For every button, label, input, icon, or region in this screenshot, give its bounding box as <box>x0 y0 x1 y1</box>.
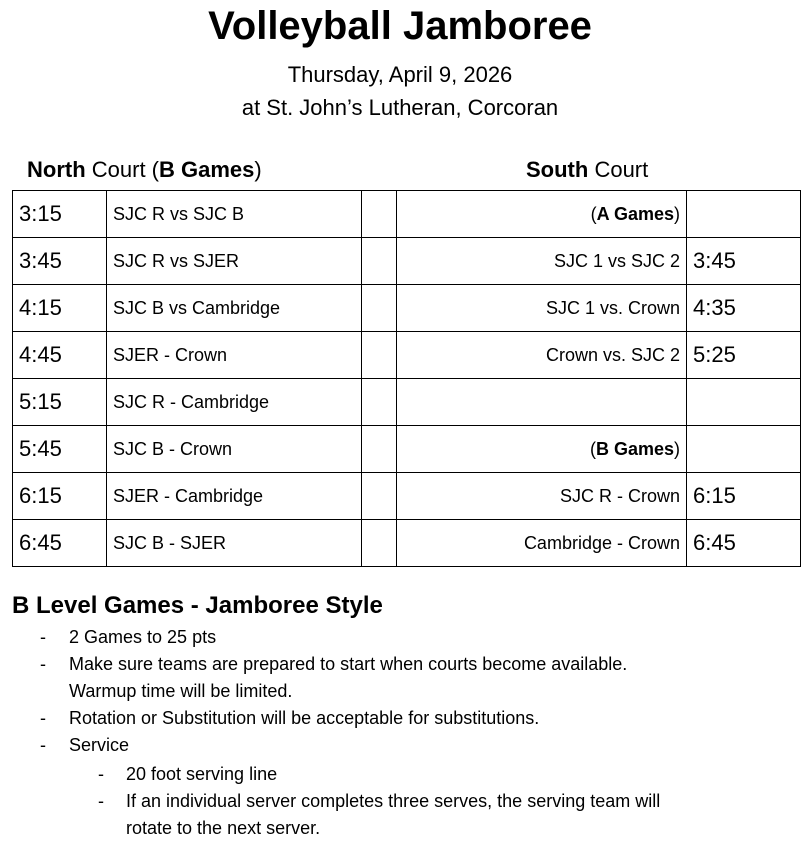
south-label-close: ) <box>674 438 680 459</box>
north-time: 3:45 <box>13 238 107 285</box>
schedule-row <box>13 426 801 473</box>
note-subitem: 20 foot serving line <box>126 764 278 784</box>
schedule-row <box>13 520 801 567</box>
spacer-cell <box>362 238 397 285</box>
south-match: Cambridge - Crown <box>397 520 687 567</box>
bullet-dash: - <box>40 735 46 755</box>
north-time: 5:45 <box>13 426 107 473</box>
north-match: SJC B - SJER <box>107 520 362 567</box>
south-court-name: South <box>526 157 589 182</box>
south-section-label <box>397 191 687 238</box>
spacer-cell <box>362 520 397 567</box>
south-time: 6:45 <box>687 520 801 567</box>
north-match: SJC B - Crown <box>107 426 362 473</box>
south-time: 4:35 <box>687 285 801 332</box>
north-match: SJER - Crown <box>107 332 362 379</box>
schedule-row <box>13 191 801 238</box>
south-court-heading <box>526 157 648 183</box>
south-label-games: B Games <box>595 438 674 459</box>
south-label-open: ( <box>590 203 597 224</box>
north-time: 6:15 <box>13 473 107 520</box>
page-title: Volleyball Jamboree <box>208 4 592 48</box>
north-court-heading <box>27 157 262 183</box>
schedule-row <box>13 473 801 520</box>
note-subitem: If an individual server completes three serves, the serving team will <box>126 791 661 811</box>
north-court-close: ) <box>254 157 262 182</box>
south-match: SJC 1 vs SJC 2 <box>397 238 687 285</box>
schedule-table <box>12 190 801 567</box>
bullet-dash: - <box>40 708 46 728</box>
north-court-label: Court ( <box>85 157 160 182</box>
north-match: SJER - Cambridge <box>107 473 362 520</box>
south-label-open: ( <box>589 438 596 459</box>
schedule-row <box>13 238 801 285</box>
spacer-cell <box>362 285 397 332</box>
note-subitem-continued: rotate to the next server. <box>126 818 321 838</box>
schedule-row <box>13 379 801 426</box>
sub-bullet-dash: - <box>98 764 104 784</box>
north-match: SJC R - Cambridge <box>107 379 362 426</box>
south-label-close: ) <box>674 203 680 224</box>
spacer-cell <box>362 191 397 238</box>
south-time: 6:15 <box>687 473 801 520</box>
north-match: SJC R vs SJER <box>107 238 362 285</box>
north-time: 6:45 <box>13 520 107 567</box>
south-time: 3:45 <box>687 238 801 285</box>
spacer-cell <box>362 379 397 426</box>
schedule-row <box>13 285 801 332</box>
north-time: 4:45 <box>13 332 107 379</box>
south-label-games: A Games <box>596 203 674 224</box>
south-match: SJC R - Crown <box>397 473 687 520</box>
north-court-games: B Games <box>159 157 255 182</box>
note-item: 2 Games to 25 pts <box>69 627 217 647</box>
south-time: 5:25 <box>687 332 801 379</box>
bullet-dash: - <box>40 654 46 674</box>
note-item: Rotation or Substitution will be acceptable for substitutions. <box>69 708 540 728</box>
north-match: SJC B vs Cambridge <box>107 285 362 332</box>
south-time <box>687 191 801 238</box>
south-time <box>687 426 801 473</box>
south-match: SJC 1 vs. Crown <box>397 285 687 332</box>
north-match: SJC R vs SJC B <box>107 191 362 238</box>
bullet-dash: - <box>40 627 46 647</box>
event-location: at St. John’s Lutheran, Corcoran <box>241 95 559 120</box>
spacer-cell <box>362 332 397 379</box>
sub-bullet-dash: - <box>98 791 104 811</box>
north-time: 3:15 <box>13 191 107 238</box>
north-court-name: North <box>27 157 86 182</box>
south-section-label <box>397 426 687 473</box>
spacer-cell <box>362 426 397 473</box>
south-court-label: Court <box>588 157 649 182</box>
note-item: Service <box>69 735 130 755</box>
south-match: Crown vs. SJC 2 <box>397 332 687 379</box>
spacer-cell <box>362 473 397 520</box>
notes-heading: B Level Games - Jamboree Style <box>12 592 383 619</box>
event-date: Thursday, April 9, 2026 <box>287 62 513 87</box>
north-time: 5:15 <box>13 379 107 426</box>
south-match <box>397 379 687 426</box>
north-time: 4:15 <box>13 285 107 332</box>
schedule-row <box>13 332 801 379</box>
south-time <box>687 379 801 426</box>
note-item-continued: Warmup time will be limited. <box>69 681 293 701</box>
note-item: Make sure teams are prepared to start when courts become available. <box>69 654 628 674</box>
